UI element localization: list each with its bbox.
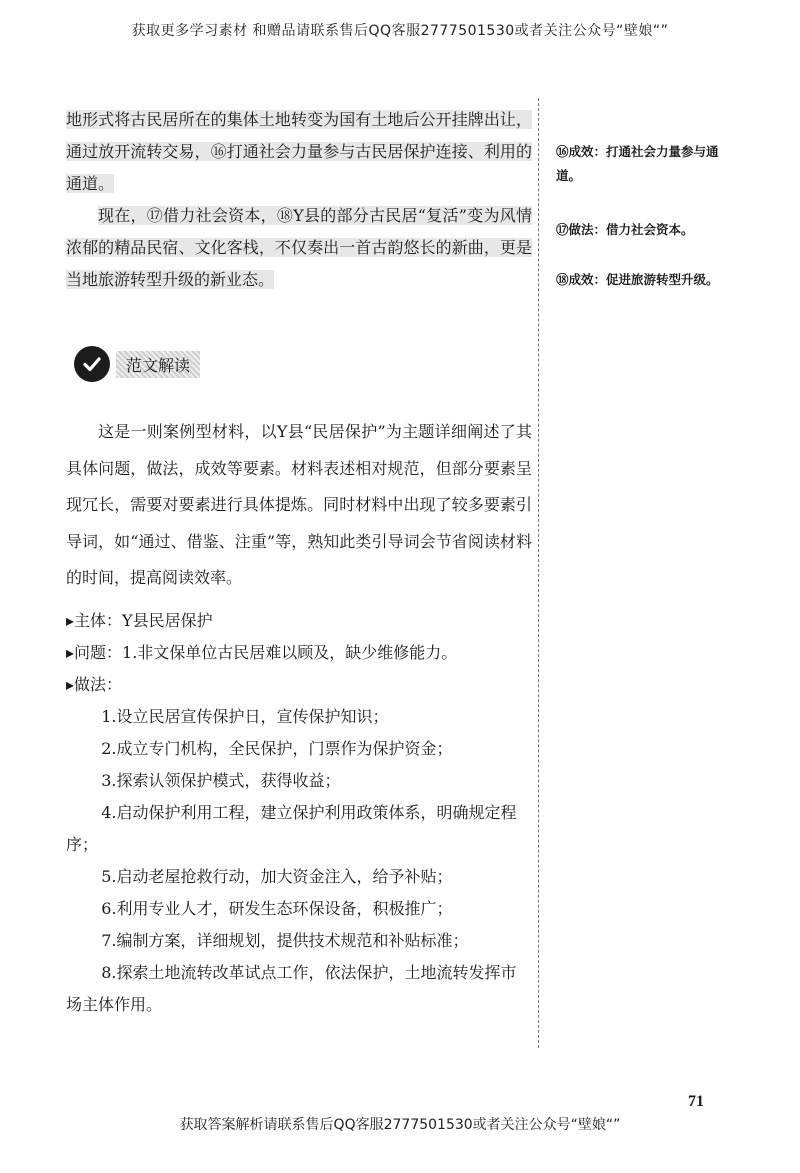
summary-problem: ▸问题：1.非文保单位古民居难以顾及，缺少维修能力。 — [66, 643, 458, 662]
bottom-banner: 获取答案解析请联系售后QQ客服2777501530或者关注公众号“壁娘“” — [179, 1117, 621, 1133]
top-banner: 获取更多学习素材 和赠品请联系售后QQ客服2777501530或者关注公众号“壁娘“” — [131, 23, 669, 39]
method-item: 7.编制方案，详细规划，提供技术规范和补贴标准； — [101, 931, 469, 950]
summary-subject: ▸主体：Y县民居保护 — [66, 611, 213, 630]
margin-note-16: ⑯成效：打通社会力量参与通道。 — [556, 144, 719, 183]
column-divider — [538, 98, 539, 1048]
method-item: 8.探索土地流转改革试点工作，依法保护，土地流转发挥市场主体作用。 — [66, 963, 517, 1014]
summary-list — [66, 605, 532, 1021]
margin-note-17: ⑰做法：借力社会资本。 — [556, 222, 694, 237]
method-item: 3.探索认领保护模式，获得收益； — [101, 771, 341, 790]
section-heading — [74, 344, 200, 384]
margin-note-18: ⑱成效：促进旅游转型升级。 — [556, 272, 719, 287]
page-number: 71 — [688, 1093, 704, 1110]
method-item: 1.设立民居宣传保护日，宣传保护知识； — [101, 707, 389, 726]
method-item: 5.启动老屋抢救行动，加大资金注入，给予补贴； — [101, 867, 453, 886]
paragraph-current-status — [66, 200, 532, 296]
paragraph-land-transfer — [66, 104, 532, 200]
analysis-paragraph: 这是一则案例型材料，以Y县“民居保护”为主题详细阐述了其具体问题，做法，成效等要素。材料表述相对规范，但部分要素呈现冗长，需要对要素进行具体提炼。同时材料中出现了较多要素引导词，如“通过、借鉴、注重”等，熟知此类引导词会节省阅读材料的时间，提高阅读效率。 — [66, 422, 532, 587]
method-item: 2.成立专门机构，全民保护，门票作为保护资金； — [101, 739, 453, 758]
method-item: 6.利用专业人才，研发生态环保设备，积极推广； — [101, 899, 453, 918]
checkmark-icon — [74, 346, 110, 382]
paragraph-current-status-text: 现在，⑰借力社会资本，⑱Y县的部分古民居“复活”变为风情浓郁的精品民宿、文化客栈，不仅奏出一首古韵悠长的新曲，更是当地旅游转型升级的新业态。 — [66, 206, 532, 289]
main-text-column — [66, 104, 532, 296]
section-title: 范文解读 — [116, 351, 200, 378]
summary-methods-label: ▸做法： — [66, 675, 123, 694]
method-item: 4.启动保护利用工程，建立保护利用政策体系，明确规定程序； — [66, 803, 517, 854]
paragraph-land-transfer-text: 地形式将古民居所在的集体土地转变为国有土地后公开挂牌出让，通过放开流转交易，⑯打通社会力量参与古民居保护连接、利用的通道。 — [66, 110, 532, 193]
